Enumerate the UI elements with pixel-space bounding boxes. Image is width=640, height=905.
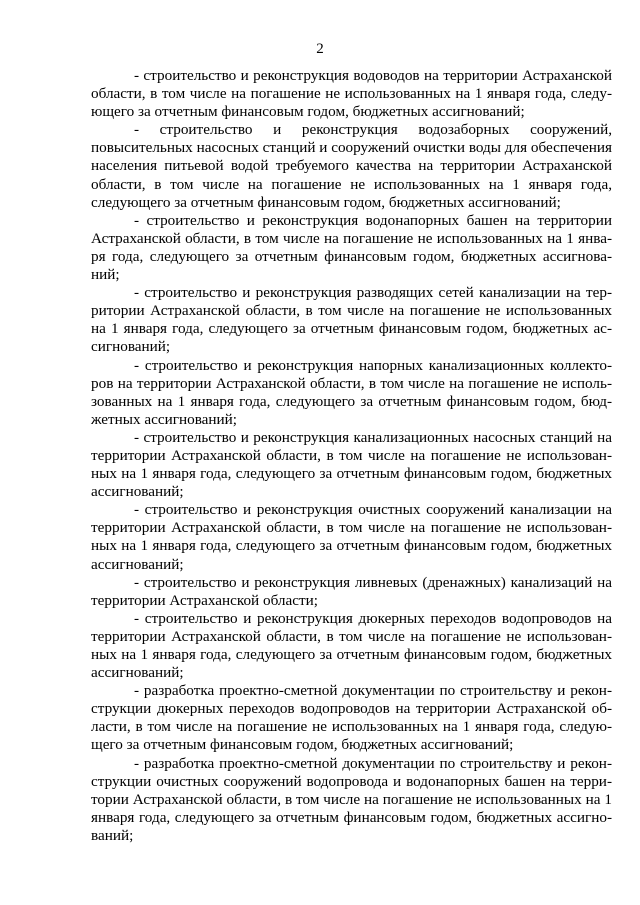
paragraph-sewage-pumping-stations: - строительство и реконструкция канализационных насосных станций на территории Астраханской области, в том числе на погашение не использованных на 1 января года, следующего за отчетным финансовым годом, бюджетных ассигнований; — [91, 428, 612, 501]
document-body — [91, 67, 612, 845]
paragraph-pressure-sewer-collectors: - строительство и реконструкция напорных канализационных коллекторов на территории Астраханской области, в том числе на погашение не использованных на 1 января года, следующего за отчетным финансовым годом, бюджетных ассигнований; — [91, 356, 612, 428]
paragraph-water-conduits: - строительство и реконструкция водоводов на территории Астраханской области, в том числе на погашение не использованных на 1 января года, следующего за отчетным финансовым годом, бюджетных ассигнований; — [91, 67, 612, 121]
paragraph-culvert-design-docs: - разработка проектно-сметной документации по строительству и реконструкции дюкерных переходов водопроводов на территории Астраханской области, в том числе на погашение не использованных на 1 января года, следующего за отчетным финансовым годом, бюджетных ассигнований; — [91, 682, 612, 754]
page-number: 2 — [316, 41, 324, 57]
paragraph-water-towers: - строительство и реконструкция водонапорных башен на территории Астраханской области, в том числе на погашение не использованных на 1 января года, следующего за отчетным финансовым годом, бюджетных ассигнований; — [91, 211, 612, 284]
paragraph-treatment-design-docs: - разработка проектно-сметной документации по строительству и реконструкции очистных сооружений водопровода и водонапорных башен на территории Астраханской области, в том числе на погашение не использованных на 1 января года, следующего за отчетным финансовым годом, бюджетных ассигнований; — [91, 754, 612, 844]
paragraph-water-intake-structures: - строительство и реконструкция водозаборных сооружений, повысительных насосных станций и сооружений очистки воды для обеспечения населения питьевой водой требуемого качества на территории Астраханской области, в том числе на погашение не использованных на 1 января года, следующего за отчетным финансовым годом, бюджетных ассигнований; — [91, 121, 612, 211]
paragraph-sewer-distribution-networks: - строительство и реконструкция разводящих сетей канализации на территории Астраханской области, в том числе на погашение не использованных на 1 января года, следующего за отчетным финансовым годом, бюджетных ассигнований; — [91, 284, 612, 356]
paragraph-storm-drainage: - строительство и реконструкция ливневых (дренажных) канализаций на территории Астраханской области; — [91, 573, 612, 609]
paragraph-culvert-crossings: - строительство и реконструкция дюкерных переходов водопроводов на территории Астраханской области, в том числе на погашение не использованных на 1 января года, следующего за отчетным финансовым годом, бюджетных ассигнований; — [91, 609, 612, 682]
paragraph-sewage-treatment-facilities: - строительство и реконструкция очистных сооружений канализации на территории Астраханской области, в том числе на погашение не использованных на 1 января года, следующего за отчетным финансовым годом, бюджетных ассигнований; — [91, 501, 612, 573]
